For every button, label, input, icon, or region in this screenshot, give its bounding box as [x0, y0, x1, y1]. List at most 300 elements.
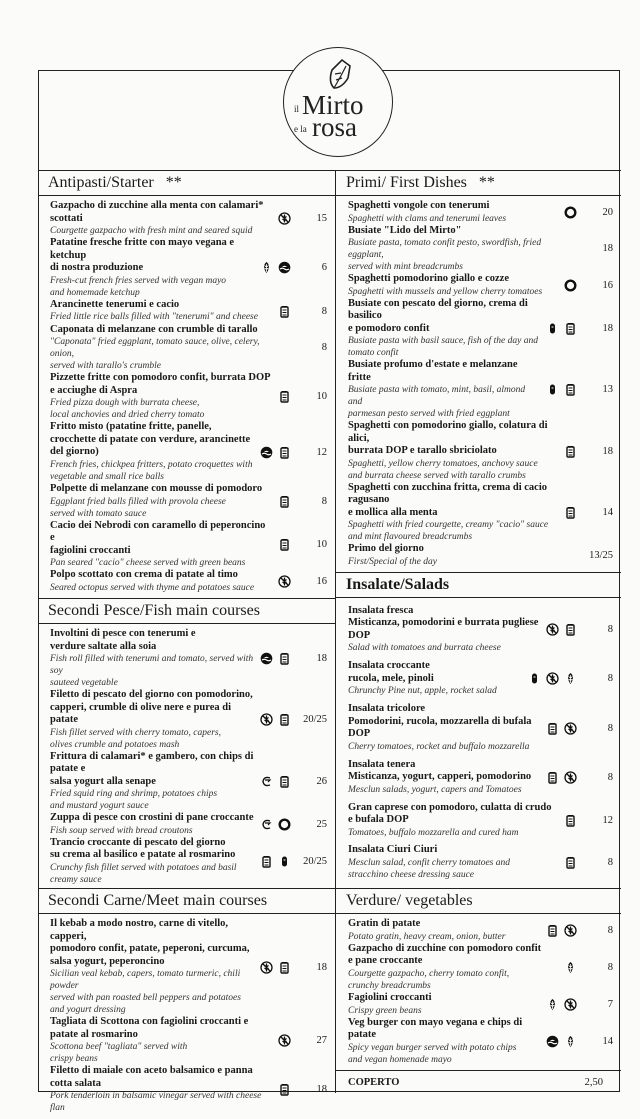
item-name: e pomodoro confit: [348, 322, 430, 334]
item-price: 27: [316, 1035, 327, 1046]
item-text: [348, 703, 540, 753]
item-price: 20: [602, 206, 613, 218]
item-price: 8: [607, 673, 613, 685]
item-description: Busiate pasta with tomato, mint, basil, almond and: [348, 385, 526, 408]
section-body: [336, 914, 621, 1070]
dairy-icon: [546, 771, 559, 784]
item-description: Fried squid ring and shrimp, potatoes chips: [50, 789, 218, 799]
allergen-icons: [260, 775, 291, 788]
item-text: [348, 359, 540, 420]
dairy-icon: [564, 623, 577, 636]
item-description: sauteed vegetable: [50, 678, 118, 688]
item-name: Fagiolini croccanti: [348, 992, 432, 1004]
item-text: [50, 812, 254, 837]
gluten-free-icon: [278, 212, 291, 225]
crustacean-icon: [260, 818, 273, 831]
menu-item: [336, 759, 621, 796]
item-name: capperi, crumble di olive nere e purea di patate: [50, 701, 232, 725]
section-header: Antipasti/Starter **: [38, 170, 335, 196]
menu-item: [38, 751, 335, 813]
left-column: [38, 170, 335, 1113]
item-description: Sicilian veal kebab, capers, tomato turmeric, chili powder: [50, 969, 241, 991]
item-description: olives crumble and potatoes mash: [50, 739, 180, 750]
nuts-icon: [546, 383, 559, 396]
section-body: [336, 196, 621, 572]
item-name: Spaghetti vongole con tenerumi: [348, 200, 490, 212]
item-text: [50, 237, 254, 299]
item-description: Scottona beef "tagliata" served with: [50, 1042, 188, 1052]
dairy-icon: [546, 722, 559, 735]
item-name: e bufala DOP: [348, 814, 409, 826]
crustacean-icon: [260, 775, 273, 788]
item-description: and mint flavoured breadcrumbs: [348, 532, 473, 543]
item-price: 14: [602, 1035, 613, 1047]
vegan-icon: [564, 1035, 577, 1048]
vegan-icon: [260, 261, 273, 274]
gluten-free-icon: [260, 713, 273, 726]
section-body: [38, 914, 335, 1113]
item-name: Misticanza, pomodorini e burrata pugliese DOP: [348, 617, 539, 641]
item-description: Spaghetti with fried courgette, creamy "cacio" sauce: [348, 520, 549, 531]
item-description: local anchovies and dried cherry tomato: [50, 410, 205, 421]
section-body: [336, 598, 621, 888]
menu-item: [38, 689, 335, 751]
mollusc-icon: [564, 206, 577, 219]
item-text: [50, 689, 254, 751]
dairy-icon: [278, 390, 291, 403]
section-header: Insalate/Salads: [336, 572, 621, 598]
section-header: Primi/ First Dishes **: [336, 170, 621, 196]
item-text: [50, 483, 272, 520]
item-name: patate al rosmarino: [50, 1028, 138, 1040]
gluten-free-icon: [546, 672, 559, 685]
allergen-icons: [564, 279, 577, 292]
item-price: 8: [607, 722, 613, 734]
menu-item: [38, 372, 335, 421]
item-price: 14: [602, 507, 613, 519]
item-name: Insalata fresca: [348, 604, 414, 616]
item-description: First/Special of the day: [348, 556, 437, 567]
vegan-icon: [564, 672, 577, 685]
dairy-icon: [564, 322, 577, 335]
item-description: Pan seared "cacio" cheese served with green beans: [50, 558, 246, 569]
gluten-free-icon: [564, 722, 577, 735]
menu-item: [336, 482, 621, 544]
dairy-icon: [564, 445, 577, 458]
menu-item: [336, 298, 621, 360]
item-description: Chrunchy Pine nut, apple, rocket salad: [348, 686, 497, 697]
item-name: Pizzette fritte con pomodoro confit, burrata DOP: [50, 372, 271, 384]
section-header: Secondi Carne/Meet main courses: [38, 888, 335, 914]
menu-item: [336, 703, 621, 753]
menu-item: [38, 812, 335, 837]
dairy-icon: [278, 446, 291, 459]
item-description: stracchino cheese dressing sauce: [348, 869, 475, 880]
item-description: Spicy vegan burger served with potato chips: [348, 1042, 517, 1053]
dairy-icon: [278, 538, 291, 551]
menu-item: [38, 1016, 335, 1065]
item-price: 20/25: [303, 714, 327, 726]
item-text: [50, 372, 272, 421]
dairy-icon: [278, 775, 291, 788]
item-price: 18: [602, 445, 613, 457]
item-description: and yogurt dressing: [50, 1005, 126, 1015]
menu-item: [38, 628, 335, 689]
item-description: Busiate pasta, tomato confit pesto, swordfish, fried eggplant,: [348, 238, 542, 261]
item-text: [50, 569, 272, 594]
item-name: verdure saltate alla soia: [50, 640, 157, 652]
item-text: [348, 660, 522, 697]
item-description: Spaghetti, yellow cherry tomatoes, anchovy sauce: [348, 458, 538, 469]
menu-item: [38, 237, 335, 299]
allergen-icons: [278, 495, 291, 508]
item-description: Fish soup served with bread croutons: [50, 825, 193, 836]
item-description: Courgette gazpacho, cherry tomato confit,: [348, 968, 510, 979]
item-name: Insalata tenera: [348, 758, 416, 770]
item-description: and mustard yogurt sauce: [50, 801, 149, 811]
item-description: Fish roll filled with tenerumi and tomato, served with soy: [50, 654, 254, 676]
logo: [283, 47, 393, 157]
menu-item: [38, 200, 335, 237]
svg-text:il: il: [294, 104, 300, 114]
gluten-free-icon: [278, 575, 291, 588]
menu-item: [336, 543, 621, 568]
item-text: [348, 844, 558, 881]
item-name: Insalata Ciuri Ciuri: [348, 844, 438, 856]
item-description: Spaghetti with mussels and yellow cherry tomatoes: [348, 286, 543, 297]
item-name: Trancio croccante di pescato del giorno: [50, 836, 226, 848]
item-description: Potato gratin, heavy cream, onion, butter: [348, 931, 506, 942]
item-text: [348, 918, 540, 943]
item-description: tomato confit: [348, 348, 399, 359]
allergen-icons: [278, 1034, 291, 1047]
item-description: crunchy breadcrumbs: [348, 980, 431, 991]
item-price: 18: [316, 653, 327, 664]
menu-item: [336, 200, 621, 225]
item-description: crispy beans: [50, 1054, 98, 1064]
menu-item: [336, 225, 621, 274]
allergen-icons: [546, 383, 577, 396]
menu-item: [336, 992, 621, 1017]
allergen-icons: [564, 814, 577, 827]
allergen-icons: [546, 722, 577, 735]
item-name: fagiolini croccanti: [50, 544, 131, 556]
item-description: Mesclun salad, confit cherry tomatoes and: [348, 857, 511, 868]
item-text: [50, 628, 254, 689]
allergen-icons: [528, 672, 577, 685]
item-price: 18: [316, 1084, 327, 1095]
item-description: served with tomato sauce: [50, 508, 147, 519]
dairy-icon: [278, 713, 291, 726]
dairy-icon: [260, 855, 273, 868]
item-name: Frittura di calamari* e gambero, con chips di patate e: [50, 750, 254, 774]
allergen-icons: [260, 713, 291, 726]
item-text: [348, 273, 558, 298]
item-text: [348, 200, 558, 225]
menu-item: [336, 943, 621, 992]
item-description: and burrata cheese served with tarallo crumbs: [348, 470, 526, 481]
section-header: Verdure/ vegetables: [336, 888, 621, 914]
item-name: Il kebab a modo nostro, carne di vitello, capperi,: [50, 918, 229, 942]
allergen-icons: [546, 623, 577, 636]
item-description: parmesan pesto served with fried eggplant: [348, 409, 510, 420]
item-price: 8: [607, 924, 613, 936]
item-name: Involtini di pesce con tenerumi e: [50, 628, 196, 639]
item-name: Misticanza, yogurt, capperi, pomodorino: [348, 771, 532, 783]
allergen-icons: [260, 818, 291, 831]
item-description: "Caponata" fried eggplant, tomato sauce, olive, celery, onion,: [50, 337, 260, 360]
allergen-icons: [278, 538, 291, 551]
item-name: Busiate "Lido del Mirto": [348, 224, 462, 236]
nuts-icon: [546, 322, 559, 335]
allergen-icons: [564, 856, 577, 869]
item-name: Busiate profumo d'estate e melanzane fritte: [348, 359, 518, 383]
gluten-free-icon: [546, 623, 559, 636]
gluten-free-icon: [260, 961, 273, 974]
item-description: Crispy green beans: [348, 1005, 422, 1016]
vegan-icon: [564, 961, 577, 974]
item-name: Spaghetti con zucchina fritta, crema di cacio ragusano: [348, 481, 547, 506]
nuts-icon: [528, 672, 541, 685]
gluten-free-icon: [564, 771, 577, 784]
menu-item: [38, 324, 335, 373]
dairy-icon: [546, 924, 559, 937]
item-description: Eggplant fried balls filled with provola cheese: [50, 496, 226, 507]
item-name: Spaghetti pomodorino giallo e cozze: [348, 273, 509, 285]
item-price: 16: [316, 576, 327, 588]
svg-text:Mirto: Mirto: [302, 90, 364, 120]
item-name: Spaghetti con pomodorino giallo, colatura di alici,: [348, 420, 548, 444]
menu-item: [336, 605, 621, 655]
item-description: Busiate pasta with basil sauce, fish of the day and: [348, 336, 538, 347]
item-text: [50, 918, 254, 1016]
allergen-icons: [278, 390, 291, 403]
item-text: [50, 520, 272, 570]
item-name: Polpette di melanzane con mousse di pomodoro: [50, 483, 263, 495]
fish-icon: [260, 446, 273, 459]
menu-item: [336, 660, 621, 697]
item-name: rucola, mele, pinoli: [348, 672, 434, 684]
item-price: 8: [321, 305, 327, 317]
menu-item: [336, 844, 621, 881]
item-name: Gazpacho di zucchine con pomodoro confit: [348, 942, 542, 954]
gluten-free-icon: [564, 998, 577, 1011]
item-price: 15: [316, 213, 327, 225]
fish-icon: [278, 261, 291, 274]
item-description: vegetable and small rice balls: [50, 471, 164, 482]
item-price: 20/25: [303, 855, 327, 867]
allergen-icons: [546, 998, 577, 1011]
item-price: 26: [316, 775, 327, 787]
allergen-icons: [278, 305, 291, 318]
item-name: Insalata croccante: [348, 660, 430, 672]
coperto-label: COPERTO: [348, 1076, 400, 1088]
section-header: Secondi Pesce/Fish main courses: [38, 598, 335, 624]
item-price: 12: [602, 814, 613, 826]
item-name: Patatine fresche fritte con mayo vegana e ketchup: [50, 237, 235, 261]
item-price: 12: [316, 446, 327, 458]
dairy-icon: [564, 856, 577, 869]
mollusc-icon: [278, 818, 291, 831]
item-name: Polpo scottato con crema di patate al timo: [50, 569, 238, 581]
menu-item: [38, 1065, 335, 1114]
item-text: [50, 324, 285, 373]
item-text: [348, 759, 540, 796]
item-name: burrata DOP e tarallo sbriciolato: [348, 445, 497, 457]
menu-item: [336, 359, 621, 420]
dairy-icon: [564, 383, 577, 396]
item-text: [348, 1017, 540, 1066]
item-description: Crunchy fish fillet served with potatoes and basil creamy sauce: [50, 862, 237, 885]
item-description: served with tarallo's crumble: [50, 361, 162, 372]
allergen-icons: [564, 445, 577, 458]
item-name: Zuppa di pesce con crostini di pane croccante: [50, 812, 254, 823]
item-text: [348, 225, 571, 274]
allergen-icons: [546, 322, 577, 335]
item-name: salsa yogurt, peperoncino: [50, 955, 165, 967]
item-name: salsa yogurt alla senape: [50, 775, 156, 787]
item-description: and vegan homenade mayo: [348, 1054, 452, 1065]
item-price: 13: [602, 384, 613, 396]
item-description: Pork tenderloin in balsamic vinegar served with cheese flan: [50, 1091, 262, 1113]
menu-item: [336, 918, 621, 943]
allergen-icons: [278, 1083, 291, 1096]
item-description: Tomatoes, buffalo mozzarella and cured ham: [348, 827, 519, 838]
item-price: 18: [602, 243, 613, 255]
allergen-icons: [260, 961, 291, 974]
item-name: Tagliata di Scottona con fagiolini croccanti e: [50, 1016, 249, 1027]
gluten-free-icon: [564, 924, 577, 937]
menu-item: [38, 299, 335, 324]
item-price: 8: [321, 495, 327, 507]
item-name: Busiate con pescato del giorno, crema di basilico: [348, 297, 528, 322]
item-text: [348, 420, 558, 482]
allergen-icons: [260, 652, 291, 665]
item-text: [50, 200, 272, 237]
item-name: Insalata tricolore: [348, 703, 426, 715]
allergen-icons: [260, 446, 291, 459]
right-column: [335, 170, 621, 1093]
vegan-icon: [546, 998, 559, 1011]
item-name: e mollica alla menta: [348, 506, 438, 518]
item-name: e pane croccante: [348, 955, 423, 967]
item-name: crocchette di patate con verdure, arancinette del giorno): [50, 433, 251, 458]
coperto-row: [336, 1070, 621, 1093]
item-description: Fish fillet served with cherry tomato, capers,: [50, 727, 221, 738]
item-price: 7: [607, 998, 613, 1010]
menu-item: [38, 918, 335, 1016]
item-name: Caponata di melanzane con crumble di tarallo: [50, 323, 258, 335]
item-name: pomodoro confit, patate, peperoni, curcuma,: [50, 943, 250, 954]
item-name: Fritto misto (patatine fritte, panelle,: [50, 421, 212, 433]
item-price: 8: [607, 771, 613, 783]
allergen-icons: [260, 261, 291, 274]
item-description: Cherry tomatoes, rocket and buffalo mozzarella: [348, 741, 530, 752]
item-text: [50, 751, 254, 813]
item-text: [50, 837, 254, 886]
menu-item: [38, 421, 335, 483]
item-name: Veg burger con mayo vegana e chips di patate: [348, 1016, 523, 1041]
section-body: [38, 624, 335, 888]
item-name: Cacio dei Nebrodi con caramello di peperoncino e: [50, 519, 266, 544]
allergen-icons: [546, 771, 577, 784]
item-price: 8: [607, 624, 613, 636]
nuts-icon: [278, 855, 291, 868]
dairy-icon: [278, 1083, 291, 1096]
menu-item: [38, 569, 335, 594]
item-description: Salad with tomatoes and burrata cheese: [348, 643, 501, 654]
item-name: Primo del giorno: [348, 543, 424, 555]
item-description: and homemade ketchup: [50, 287, 140, 298]
allergen-icons: [278, 575, 291, 588]
item-description: served with pan roasted bell peppers and potatoes: [50, 993, 241, 1003]
item-name: Gazpacho di zucchine alla menta con calamari* scottati: [50, 200, 264, 224]
item-text: [50, 1065, 272, 1114]
item-text: [348, 605, 540, 655]
item-description: Spaghetti with clams and tenerumi leaves: [348, 213, 507, 224]
mollusc-icon: [564, 279, 577, 292]
item-text: [348, 543, 571, 568]
item-name: Filetto di pescato del giorno con pomodorino,: [50, 689, 253, 700]
allergen-icons: [278, 212, 291, 225]
dairy-icon: [278, 652, 291, 665]
item-name: Pomodorini, rucola, mozzarella di bufala DOP: [348, 715, 532, 740]
item-description: Fried little rice balls filled with "tenerumi" and cheese: [50, 312, 258, 323]
item-name: Gran caprese con pomodoro, culatta di crudo: [348, 801, 552, 813]
item-description: Seared octopus served with thyme and potatoes sauce: [50, 582, 255, 593]
item-price: 10: [316, 538, 327, 550]
menu-item: [336, 802, 621, 839]
item-text: [348, 482, 558, 544]
dairy-icon: [278, 305, 291, 318]
menu-item: [336, 1017, 621, 1066]
item-price: 8: [607, 857, 613, 869]
gluten-free-icon: [278, 1034, 291, 1047]
allergen-icons: [564, 961, 577, 974]
item-description: Courgette gazpacho with fresh mint and seared squid: [50, 226, 253, 237]
item-price: 8: [607, 961, 613, 973]
item-price: 18: [602, 322, 613, 334]
item-name: Gratin di patate: [348, 918, 421, 930]
dairy-icon: [564, 814, 577, 827]
item-price: 8: [321, 342, 327, 354]
item-description: served with mint breadcrumbs: [348, 262, 463, 273]
item-text: [50, 1016, 272, 1065]
item-name: Filetto di maiale con aceto balsamico e panna cotta salata: [50, 1065, 253, 1089]
coperto-price: 2,50: [584, 1076, 603, 1088]
fish-icon: [546, 1035, 559, 1048]
leaf-rose-logo-icon: [284, 48, 394, 158]
item-description: Mesclun salads, yogurt, capers and Tomatoes: [348, 784, 522, 795]
item-text: [348, 802, 558, 839]
item-price: 6: [321, 262, 327, 274]
item-description: French fries, chickpea fritters, potato croquettes with: [50, 459, 253, 470]
allergen-icons: [564, 506, 577, 519]
allergen-icons: [546, 1035, 577, 1048]
dairy-icon: [278, 495, 291, 508]
item-text: [50, 421, 254, 483]
item-name: e acciughe di Aspra: [50, 384, 138, 396]
item-text: [348, 992, 540, 1017]
menu-item: [336, 273, 621, 298]
menu-item: [38, 483, 335, 520]
svg-text:rosa: rosa: [312, 112, 357, 142]
menu-item: [38, 837, 335, 886]
fish-icon: [260, 652, 273, 665]
dairy-icon: [564, 506, 577, 519]
item-name: di nostra produzione: [50, 262, 144, 274]
dairy-icon: [278, 961, 291, 974]
